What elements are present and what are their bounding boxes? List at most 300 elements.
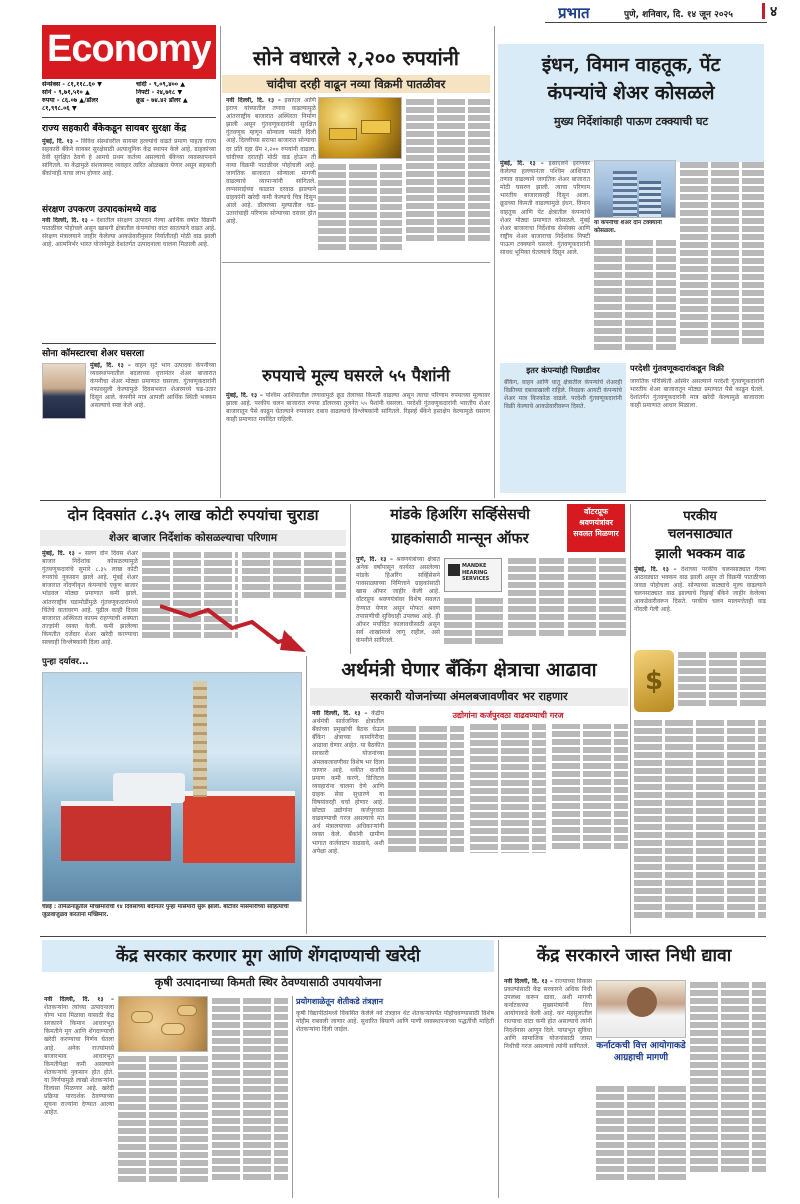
text-line: [406, 155, 490, 161]
text-line: [594, 272, 676, 278]
banking-body-cols: [388, 724, 628, 932]
text-line: [118, 1104, 208, 1110]
economy-banner: [42, 25, 216, 79]
masthead: [0, 0, 800, 26]
text-line: [508, 574, 564, 580]
text-line: [212, 1150, 288, 1156]
column-rule: [498, 940, 499, 1198]
text-line: [690, 1006, 766, 1012]
rupee-headline: रुपयाचे मूल्य घसरले ५५ पैशांनी: [262, 366, 450, 385]
text-line: [552, 779, 628, 785]
ticker-sensex: सेन्सेक्स - ८१,११८.६० ▼: [42, 81, 102, 88]
text-line: [568, 598, 626, 604]
text-line: [678, 652, 766, 658]
gold-body-col3: [406, 97, 490, 257]
dateline: मुंबई, दि. १३ –: [500, 160, 544, 167]
text-line: [596, 1142, 686, 1148]
text-line: [118, 1168, 208, 1174]
moong-headline: केंद्र सरकार करणार मूग आणि शेंगदाण्याची खरेदी: [115, 946, 421, 966]
text-line: [388, 782, 464, 788]
fuel-headline-line1: इंधन, विमान वाहतूक, पेंट: [541, 54, 721, 76]
other-companies-headline: इतर कंपन्यांही पिछाडीवर: [526, 365, 600, 375]
arrow-head: [280, 630, 306, 652]
net-pile-shape: [113, 773, 185, 803]
fuel-headline-line2: कंपन्यांचे शेअर कोसळले: [547, 82, 715, 104]
text-line: [318, 228, 402, 234]
text-line: [596, 1166, 686, 1172]
text-line: [690, 1142, 766, 1148]
text-line: [406, 235, 490, 241]
text-line: [680, 338, 764, 344]
text-line: [680, 266, 764, 272]
text-line: [118, 1112, 208, 1118]
text-line: [212, 1046, 288, 1052]
text-line: [508, 622, 564, 628]
fuel-body-col3: [680, 160, 764, 360]
fpi-body: जागतिक परिस्थिती अस्थिर असल्याने परदेशी गुंतवणूकदारांनी भारतीय शेअर बाजारातून मोठ्या प्रमाणात पैसे काढून घेतले. देशांतर्गत गुंतवणूकदारांनी मात्र खरेदी केल्यामुळे बाजाराला काही प्रमाणात आधार मिळाला.: [630, 378, 764, 410]
text-line: [634, 728, 766, 734]
dateline: नवी दिल्ली, दि. १३ –: [226, 97, 281, 104]
text-line: [318, 180, 402, 186]
text-line: [680, 330, 764, 336]
boat-shape: [183, 791, 295, 863]
col1-a1-headline: राज्य सहकारी बँकेकडून सायबर सुरक्षा केंद्र: [42, 123, 187, 134]
text-line: [470, 788, 546, 794]
text-line: [690, 1014, 766, 1020]
col1-a3-headline: सोना कॉमस्टारचा शेअर घसरला: [42, 349, 145, 359]
text-line: [508, 558, 564, 564]
text-line: [690, 1046, 766, 1052]
text-line: [142, 592, 238, 598]
text-line: [212, 1126, 288, 1132]
text-line: [118, 1072, 208, 1078]
text-line: [552, 731, 628, 737]
text-line: [406, 227, 490, 233]
gold-body-col1: [226, 97, 316, 257]
text-line: [508, 614, 564, 620]
text-line: [552, 763, 628, 769]
text-line: [470, 804, 546, 810]
text-line: [242, 576, 346, 582]
boat-shape: [61, 801, 171, 861]
text-line: [552, 803, 628, 809]
text-line: [242, 560, 346, 566]
text-line: [444, 638, 504, 644]
text-line: [634, 848, 766, 854]
text-line: [634, 856, 766, 862]
text-line: [118, 1144, 208, 1150]
forex-body-bottom: [634, 718, 766, 932]
ticker-gold: चांदी - ९,०९,४०० ▲: [136, 81, 186, 88]
text-line: [444, 630, 504, 636]
mandke-body-col1: [356, 556, 440, 652]
text-line: [212, 998, 288, 1004]
text-line: [118, 1120, 208, 1126]
peanut-shape: [131, 1011, 153, 1023]
text-line: [212, 1078, 288, 1084]
text-line: [406, 147, 490, 153]
text-line: [142, 568, 238, 574]
text-line: [508, 630, 564, 636]
text-line: [470, 780, 546, 786]
article-text: देशातील संरक्षण उत्पादन गेल्या आर्थिक वर्षात विक्रमी पातळीवर पोहोचले असून खासगी क्षेत्रातील कंपन्यांचा वाटा सातत्याने वाढत आहे. संरक्षण मंत्रालयाने जाहीर केलेल्या आकडेवारीनुसार निर्यातीतही मोठी वाढ झाली आहे. आत्मनिर्भर भारत योजनेमुळे देशांतर्गत उत्पादनाला चालना मिळाली आहे.: [42, 217, 216, 249]
other-companies-box: [500, 363, 626, 493]
ticker-nifty: निफ्टी - २४,७१८ ▼: [136, 89, 183, 96]
fuel-body-col2: [594, 238, 676, 360]
text-line: [508, 606, 564, 612]
text-line: [634, 808, 766, 814]
text-line: [552, 835, 628, 841]
text-line: [406, 131, 490, 137]
text-line: [680, 194, 764, 200]
text-line: [318, 212, 402, 218]
text-line: [680, 258, 764, 264]
text-line: [594, 288, 676, 294]
column-rule: [292, 996, 293, 1198]
mandke-body-col2: [444, 596, 504, 652]
text-line: [118, 1160, 208, 1166]
mandke-offer-badge: वॉटरप्रूफ श्रवणयंत्रांवर सवलत मिळणार: [567, 504, 625, 552]
text-line: [444, 598, 504, 604]
text-line: [470, 740, 546, 746]
text-line: [444, 614, 504, 620]
text-line: [690, 1086, 766, 1092]
other-companies-body: बँकिंग, वाहन आणि धातू क्षेत्रातील कंपन्यांचे शेअरही विक्रीच्या दबावाखाली राहिले. निवडक आयटी कंपन्यांचे शेअर मात्र किरकोळ वाढले. परदेशी गुंतवणूकदारांनी विक्री केल्याचे आकडेवारीवरून दिसते.: [504, 379, 622, 411]
text-line: [118, 1056, 208, 1062]
text-line: [690, 1038, 766, 1044]
funds-body-col2: [596, 1084, 686, 1198]
text-line: [680, 178, 764, 184]
article-text: इस्राएल आणि इराण यांच्यातील तणाव वाढल्यामुळे आंतरराष्ट्रीय बाजारात अस्थिरता निर्माण झाली असून गुंतवणूकदारांनी सुरक्षित गुंतवणूक म्हणून सोन्याला पसंती दिली आहे. दिल्लीच्या सराफा बाजारात सोन्याचा दर प्रति दहा ग्रॅम २,२०० रुपयांनी वाढला. चांदीच्या दरातही मोठी वाढ होऊन ती नव्या विक्रमी पातळीवर पोहोचली आहे. जागतिक बाजारात सोन्याला मागणी वाढल्याचे व्यापाऱ्यांनी सांगितले. लग्नसराईच्या काळात दरवाढ झाल्याने ग्राहकांनी खरेदी कमी केल्याचे चित्र दिसून आले आहे. डॉलरच्या मूल्यातील चढ-उतारांचाही परिणाम सोन्याच्या दरावर होत आहे.: [226, 97, 316, 226]
text-line: [594, 320, 676, 326]
text-line: [634, 720, 766, 726]
text-line: [690, 1054, 766, 1060]
text-line: [594, 264, 676, 270]
text-line: [552, 755, 628, 761]
text-line: [212, 1158, 288, 1164]
text-line: [242, 552, 346, 558]
text-line: [634, 872, 766, 878]
text-line: [680, 298, 764, 304]
text-line: [118, 1080, 208, 1086]
gold-bars-photo: [318, 97, 402, 159]
masthead-logo: प्रभात: [558, 4, 590, 22]
text-line: [318, 220, 402, 226]
text-line: [596, 1134, 686, 1140]
ticker-rupee: रुपया - ८६.०७ ▲/डॉलर: [42, 97, 99, 104]
moong-body-col2: [118, 1054, 208, 1198]
text-line: [680, 274, 764, 280]
text-line: [690, 998, 766, 1004]
text-line: [678, 692, 766, 698]
masthead-rule: [545, 22, 767, 23]
col1-a2-body: [42, 217, 216, 341]
text-line: [470, 828, 546, 834]
text-line: [690, 990, 766, 996]
text-line: [470, 724, 546, 730]
text-line: [678, 700, 766, 706]
article-text: वाहन सुटे भाग उत्पादक कंपनीच्या व्यवस्थापनातील बदलाच्या वृत्तानंतर शेअर बाजारात कंपनीचा शेअर मोठ्या प्रमाणात घसरला. गुंतवणूकदारांनी नफावसुली केल्यामुळे दिवसभरात शेअरमध्ये चढ-उतार दिसून आले. कंपनीने मात्र आपली आर्थिक स्थिती भक्कम असल्याचे स्पष्ट केले आहे.: [90, 362, 216, 410]
text-line: [318, 204, 402, 210]
lab-to-field-headline: प्रयोगशाळेतून शेतीकडे तंत्रज्ञान: [296, 997, 384, 1006]
text-line: [406, 171, 490, 177]
text-line: [118, 1064, 208, 1070]
text-line: [318, 188, 402, 194]
gold-bar-shape: [329, 128, 357, 140]
text-line: [388, 766, 464, 772]
text-line: [596, 1158, 686, 1164]
text-line: [318, 244, 402, 250]
text-line: [568, 590, 626, 596]
text-line: [634, 864, 766, 870]
text-line: [388, 742, 464, 748]
masthead-date: पुणे, शनिवार, दि. १४ जून २०२५: [624, 10, 733, 20]
text-line: [634, 896, 766, 902]
text-line: [678, 660, 766, 666]
dateline: नवी दिल्ली, दि. १३ –: [504, 978, 553, 985]
text-line: [594, 304, 676, 310]
section-title: Economy: [47, 28, 212, 70]
text-line: [634, 752, 766, 758]
text-line: [690, 1030, 766, 1036]
text-line: [634, 880, 766, 886]
text-line: [212, 1110, 288, 1116]
text-line: [596, 1150, 686, 1156]
building-shape: [613, 171, 637, 217]
page-rule: [40, 500, 766, 501]
forex-body-top: [634, 566, 766, 646]
text-line: [690, 1022, 766, 1028]
text-line: [634, 792, 766, 798]
text-line: [470, 748, 546, 754]
text-line: [596, 1118, 686, 1124]
text-line: [680, 314, 764, 320]
text-line: [552, 771, 628, 777]
text-line: [680, 250, 764, 256]
text-line: [142, 576, 238, 582]
text-line: [690, 1070, 766, 1076]
gold-body-col2: [318, 162, 402, 257]
peanut-shape: [161, 1023, 185, 1035]
col1-rule-2: [42, 343, 216, 344]
text-line: [634, 744, 766, 750]
company-building-photo: [594, 160, 676, 218]
tower-shape: [193, 681, 207, 797]
text-line: [552, 819, 628, 825]
col1-a3-body: [90, 362, 216, 496]
column-rule: [350, 504, 351, 654]
person-photo: [42, 363, 86, 419]
column-rule: [220, 26, 221, 498]
text-line: [444, 606, 504, 612]
market-loss-headline: दोन दिवसांत ८.३५ लाख कोटी रुपयांचा चुराडा: [67, 506, 319, 524]
text-line: [680, 290, 764, 296]
text-line: [680, 282, 764, 288]
photo-kicker: पुन्हा दर्यावर...: [42, 657, 89, 667]
text-line: [212, 1086, 288, 1092]
text-line: [406, 203, 490, 209]
mandke-logo-text: MANDKE HEARING SERVICES: [462, 563, 490, 582]
text-line: [568, 558, 626, 564]
text-line: [118, 1128, 208, 1134]
page-number: ४: [770, 4, 778, 20]
funds-body-col1: [504, 978, 592, 1198]
text-line: [690, 1158, 766, 1164]
text-line: [470, 764, 546, 770]
rupee-body: [226, 392, 490, 494]
text-line: [242, 584, 346, 590]
text-line: [212, 1174, 288, 1180]
text-line: [568, 630, 626, 636]
lab-to-field-body: कृषी विद्यापीठांमध्ये विकसित केलेले नवे तंत्रज्ञान थेट शेतकऱ्यांपर्यंत पोहोचवण्यासाठी विशेष मोहीम राबवली जाणार आहे. सुधारित बियाणे आणि पाणी व्यवस्थापनाच्या पद्धतींची माहिती शेतकऱ्यांना दिली जाईल.: [296, 1010, 494, 1034]
text-line: [444, 622, 504, 628]
arrow-line: [160, 606, 292, 642]
banking-box-headline: उद्योगांना कर्जपुरवठा वाढवण्याची गरज: [452, 711, 564, 720]
col1-a2-headline: संरक्षण उपकरण उत्पादकांमध्ये वाढ: [42, 205, 157, 215]
moong-headline-box: [42, 940, 494, 972]
text-line: [406, 211, 490, 217]
text-line: [680, 210, 764, 216]
text-line: [388, 814, 464, 820]
text-line: [552, 843, 628, 849]
dateline: मुंबई, दि. १३ –: [634, 566, 677, 573]
text-line: [388, 846, 464, 852]
dollar-coin-icon: [634, 650, 674, 712]
funds-body-col3: [690, 980, 766, 1198]
text-line: [388, 838, 464, 844]
building-shape: [639, 181, 661, 217]
dateline: नवी दिल्ली, दि. १३ –: [42, 217, 94, 224]
text-line: [388, 726, 464, 732]
fuel-photo-caption: या कंपनीचा शेअर दोन टक्क्यांनी कोसळला.: [594, 220, 662, 234]
funds-photo-caption: कर्नाटकची वित्त आयोगाकडे आग्रहाची मागणी: [596, 1041, 686, 1063]
text-line: [406, 195, 490, 201]
text-line: [680, 242, 764, 248]
text-line: [634, 816, 766, 822]
text-line: [596, 1102, 686, 1108]
text-line: [634, 800, 766, 806]
text-line: [634, 888, 766, 894]
text-line: [680, 186, 764, 192]
text-line: [242, 568, 346, 574]
text-line: [690, 1118, 766, 1124]
text-line: [508, 582, 564, 588]
column-rule: [306, 656, 307, 934]
masthead-divider: [762, 3, 765, 19]
text-line: [680, 234, 764, 240]
text-line: [212, 1166, 288, 1172]
col1-rule: [42, 117, 216, 118]
text-line: [552, 811, 628, 817]
text-line: [680, 162, 764, 168]
text-line: [678, 684, 766, 690]
text-line: [212, 1022, 288, 1028]
text-line: [318, 164, 402, 170]
photo-caption: चेन्नई : तमिळनाडूतील मच्छिमारांची १४ दिवसांच्या बंदीनंतर पुन्हा मासेमारी सुरू झाली. बोटींवर मासेमारीच्या साहित्याची जुळवाजुळव करताना मच्छिमार.: [42, 904, 289, 918]
forex-headline-line3: झाली भक्कम वाढ: [655, 546, 745, 562]
text-line: [406, 123, 490, 129]
text-line: [406, 115, 490, 121]
moong-subheadline: कृषी उत्पादनाच्या किमती स्थिर ठेवण्यासाठी उपाययोजना: [154, 976, 382, 989]
market-ticker: [42, 81, 216, 115]
text-line: [690, 1078, 766, 1084]
text-line: [680, 218, 764, 224]
banking-headline: अर्थमंत्री घेणार बँकिंग क्षेत्राचा आढावा: [341, 659, 597, 681]
dateline: मुंबई, दि. १३ –: [42, 138, 79, 145]
face-shape: [627, 987, 657, 1017]
text-line: [212, 1070, 288, 1076]
text-line: [634, 904, 766, 910]
text-line: [406, 219, 490, 225]
text-line: [388, 806, 464, 812]
text-line: [568, 582, 626, 588]
text-line: [568, 622, 626, 628]
mandke-logo: [444, 558, 502, 592]
market-loss-body-col1: [42, 550, 138, 650]
fishing-boats-photo: [42, 672, 302, 902]
text-line: [212, 1118, 288, 1124]
moong-body-col1: [44, 996, 114, 1198]
text-line: [634, 832, 766, 838]
dateline: मुंबई, दि. १३ –: [90, 362, 131, 369]
article-text: इस्राएलने इराणवर केलेल्या हल्ल्यानंतर पश्चिम आशियात तणाव वाढल्याने जागतिक शेअर बाजारात मोठी घसरण झाली. त्याचा परिणाम भारतीय बाजारावरही दिसून आला. क्रूडच्या किमती वाढल्यामुळे इंधन, विमान वाहतूक आणि पेंट क्षेत्रातील कंपन्यांचे शेअर मोठ्या प्रमाणात कोसळले. मुंबई शेअर बाजाराचा निर्देशांक सेन्सेक्स आणि राष्ट्रीय शेअर बाजाराचा निर्देशांक निफ्टी पाऊण टक्क्याने घसरले. गुंतवणूकदारांनी सावध भूमिका घेतल्याचे दिसून आले.: [500, 160, 590, 257]
text-line: [690, 982, 766, 988]
text-line: [242, 592, 346, 598]
text-line: [552, 787, 628, 793]
text-line: [508, 566, 564, 572]
text-line: [212, 1142, 288, 1148]
dateline: नवी दिल्ली, दि. १३ –: [312, 710, 368, 717]
text-line: [634, 776, 766, 782]
chief-minister-photo: [596, 980, 686, 1038]
text-line: [318, 236, 402, 242]
mandke-headline-line2: ग्राहकांसाठी मान्सून ऑफर: [391, 530, 529, 547]
text-line: [552, 747, 628, 753]
mandke-headline-line1: मांडके हिअरिंग सर्व्हिसेसची: [390, 506, 530, 523]
forex-body-mid: [678, 650, 766, 716]
banking-subheadline: सरकारी योजनांच्या अंमलबजावणीवर भर राहणार: [310, 688, 628, 706]
article-text: पश्चिम आशियातील तणावामुळे क्रूड तेलाच्या किमती वाढल्या असून त्याचा परिणाम रुपयाच्या मूल्यावर झाला आहे. परकीय चलन बाजारात रुपया डॉलरच्या तुलनेत ५५ पैशांनी घसरला. परदेशी गुंतवणूकदारांनी भारतीय शेअर बाजारातून पैसे काढून घेतल्याने रुपयावर दबाव वाढल्याचे विश्लेषकांनी सांगितले. रिझर्व्ह बँकेने हस्तक्षेप केल्यामुळे घसरण काही प्रमाणात मर्यादित राहिली.: [226, 392, 490, 424]
text-line: [388, 798, 464, 804]
text-line: [388, 790, 464, 796]
peanut-shape: [177, 1005, 197, 1016]
text-line: [470, 844, 546, 850]
fuel-body-col1: [500, 160, 590, 360]
text-line: [388, 774, 464, 780]
ticker-sensex-close: ८१,९९८.०६ ▼: [42, 105, 77, 112]
page-rule: [40, 936, 766, 937]
text-line: [318, 196, 402, 202]
text-line: [212, 1006, 288, 1012]
text-line: [406, 163, 490, 169]
text-line: [690, 1110, 766, 1116]
text-line: [596, 1174, 686, 1180]
text-line: [690, 1102, 766, 1108]
article-text: राज्याच्या विकास प्रकल्पांसाठी केंद्र सरकारने अधिक निधी उपलब्ध करून द्यावा, अशी मागणी कर्नाटकच्या मुख्यमंत्र्यांनी वित्त आयोगाकडे केली आहे. कर महसुलातील राज्याचा वाटा कमी होत असल्याचे त्यांनी निदर्शनास आणून दिले. पायाभूत सुविधा आणि सामाजिक योजनांसाठी जास्त निधीची गरज असल्याचे त्यांनी सांगितले.: [504, 978, 592, 1050]
text-line: [568, 614, 626, 620]
text-line: [470, 796, 546, 802]
text-line: [388, 822, 464, 828]
text-line: [212, 1134, 288, 1140]
ticker-crude: क्रूड - ७४.४२ डॉलर ▲: [136, 97, 188, 104]
peanuts-photo: [118, 996, 208, 1052]
text-line: [596, 1086, 686, 1092]
text-line: [552, 827, 628, 833]
falling-market-arrow-icon: [160, 600, 310, 656]
text-line: [678, 676, 766, 682]
text-line: [596, 1094, 686, 1100]
text-line: [596, 1110, 686, 1116]
